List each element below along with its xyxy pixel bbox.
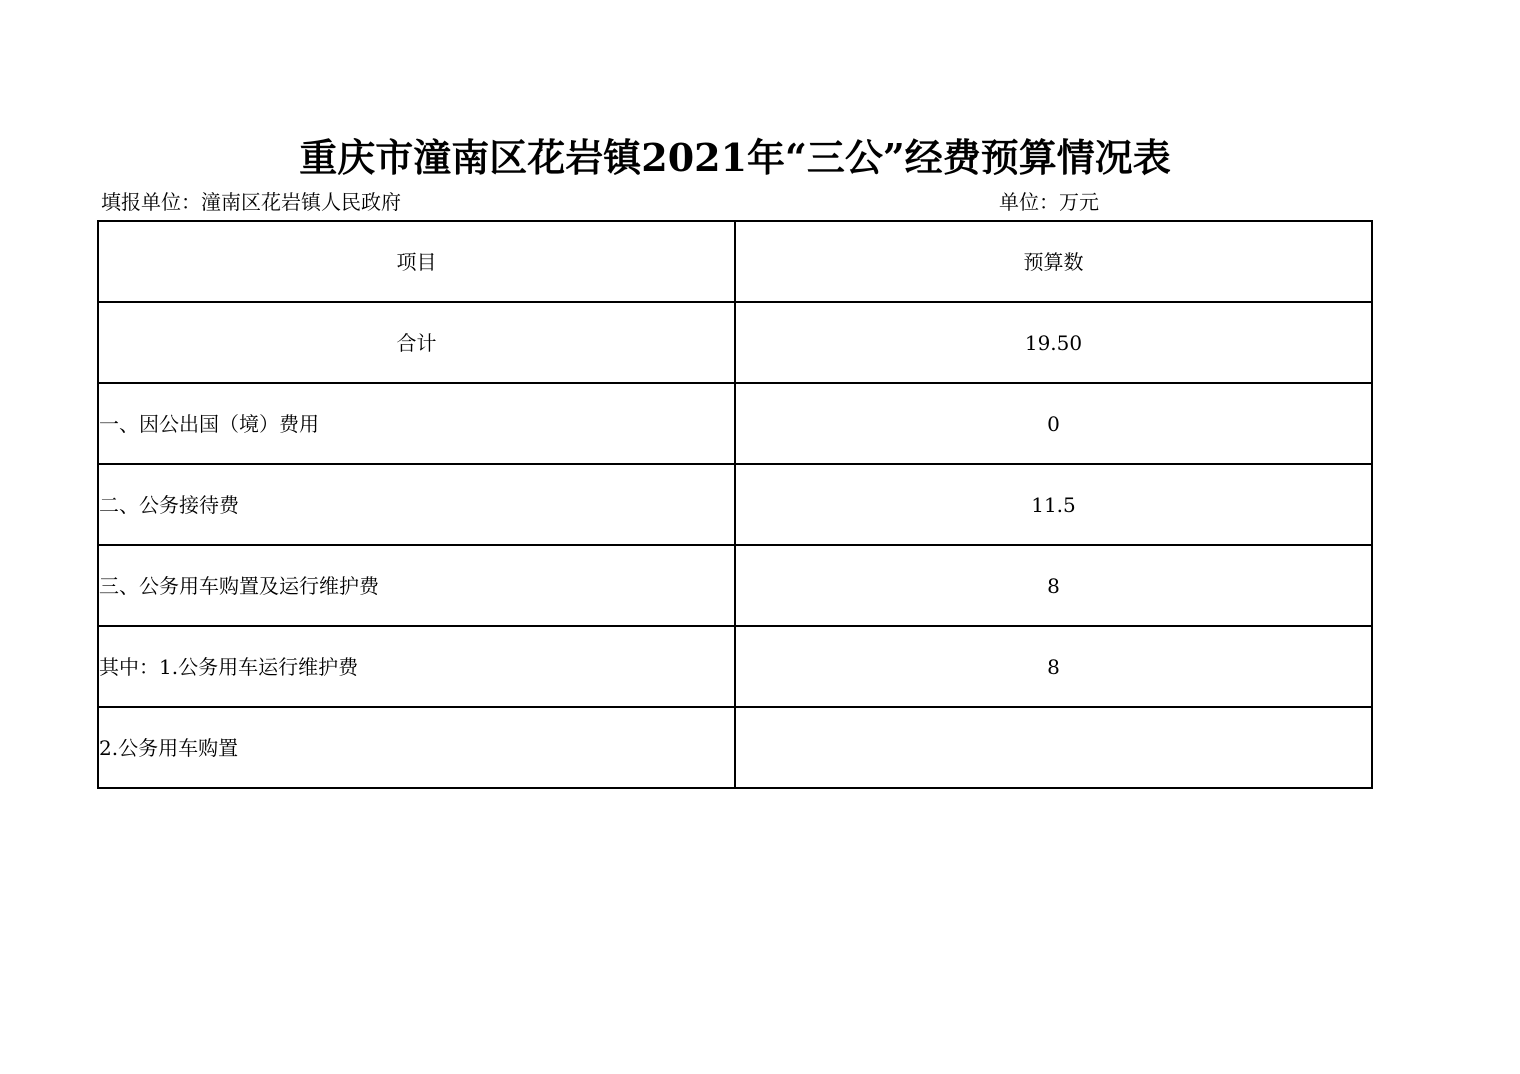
row-vehicle-maintenance-value: 8 — [735, 626, 1372, 707]
row-overseas-label: 一、因公出国（境）费用 — [98, 383, 735, 464]
table-row — [98, 464, 1372, 545]
currency-unit-label: 单位：万元 — [999, 190, 1099, 214]
row-reception-label: 二、公务接待费 — [98, 464, 735, 545]
row-vehicle-maintenance-label: 其中：1.公务用车运行维护费 — [98, 626, 735, 707]
table-row — [98, 626, 1372, 707]
budget-table — [97, 220, 1373, 789]
row-total-label: 合计 — [98, 302, 735, 383]
table-header-row — [98, 221, 1372, 302]
table-row — [98, 302, 1372, 383]
table-row — [98, 383, 1372, 464]
row-vehicle-purchase-value — [735, 707, 1372, 788]
row-reception-value: 11.5 — [735, 464, 1372, 545]
table-row — [98, 545, 1372, 626]
row-vehicle-purchase-label: 2.公务用车购置 — [98, 707, 735, 788]
row-total-value: 19.50 — [735, 302, 1372, 383]
row-overseas-value: 0 — [735, 383, 1372, 464]
header-budget: 预算数 — [735, 221, 1372, 302]
reporting-unit-label: 填报单位：潼南区花岩镇人民政府 — [101, 190, 401, 214]
header-item: 项目 — [98, 221, 735, 302]
page-title: 重庆市潼南区花岩镇2021年“三公”经费预算情况表 — [299, 135, 1171, 180]
table-row — [98, 707, 1372, 788]
row-vehicle-value: 8 — [735, 545, 1372, 626]
row-vehicle-label: 三、公务用车购置及运行维护费 — [98, 545, 735, 626]
